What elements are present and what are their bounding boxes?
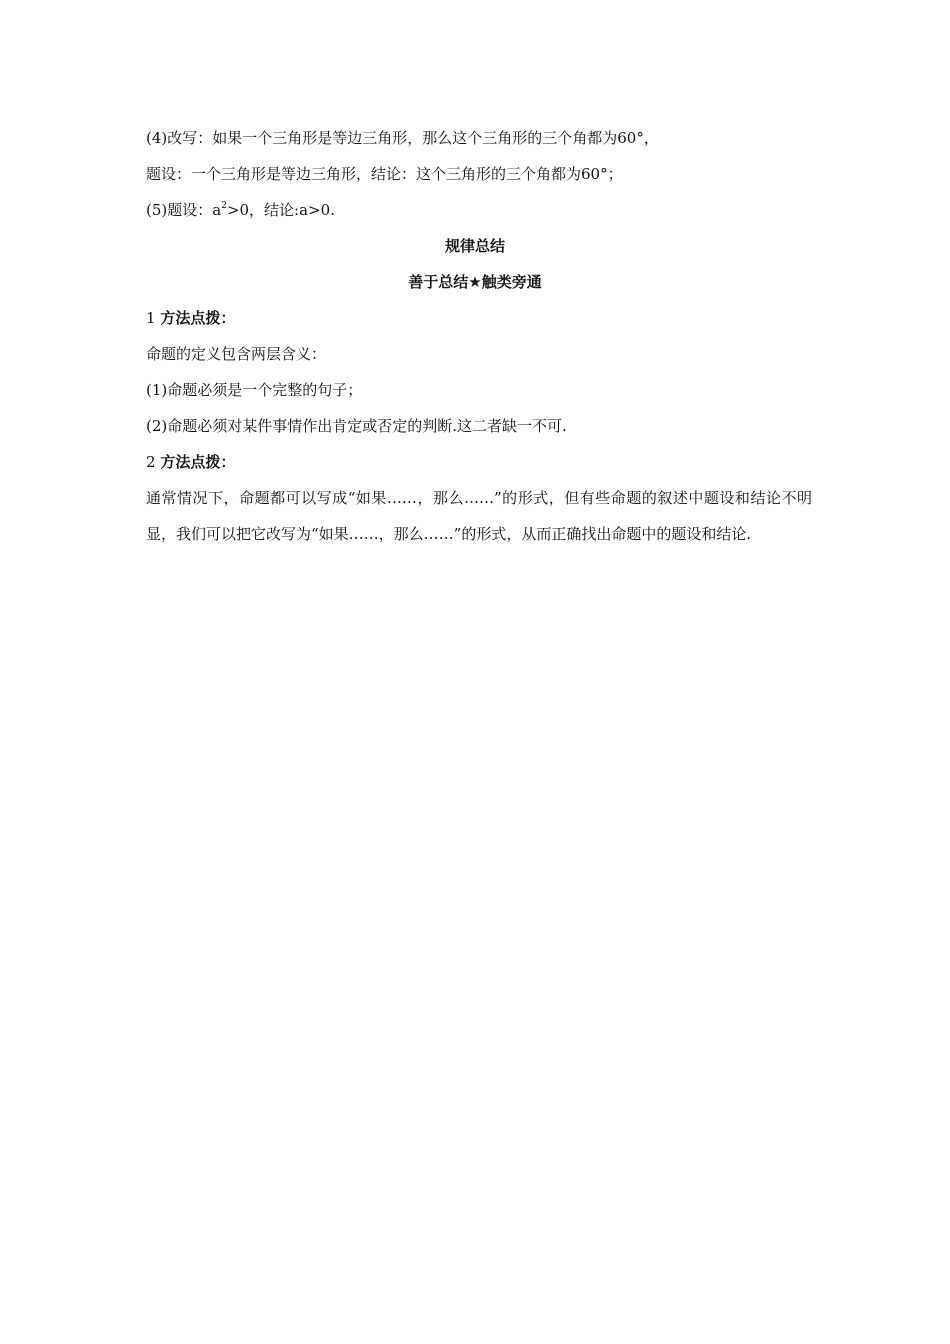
tip-2-number: 2 xyxy=(146,453,156,471)
answer-item-5-prefix: (5)题设：a xyxy=(146,201,222,219)
summary-subtitle: 善于总结★触类旁通 xyxy=(408,273,542,291)
answer-item-4-rewrite: (4)改写：如果一个三角形是等边三角形，那么这个三角形的三个角都为60°， xyxy=(146,129,659,147)
tip-1-line-2: (1)命题必须是一个完整的句子； xyxy=(146,381,363,399)
tip-1-line-1: 命题的定义包含两层含义： xyxy=(146,345,327,363)
tip-2-heading xyxy=(146,452,235,472)
tip-1-heading xyxy=(146,308,235,328)
tip-1-number: 1 xyxy=(146,309,156,327)
tip-2-paragraph: 通常情况下，命题都可以写成“如果……，那么……”的形式，但有些命题的叙述中题设和结论不明显，我们可以把它改写为“如果……，那么……”的形式，从而正确找出命题中的题设和结论. xyxy=(146,489,812,543)
tip-2-heading-text: 方法点拨： xyxy=(160,453,236,471)
answer-item-5-exponent: 2 xyxy=(221,201,227,211)
answer-item-4-condition-conclusion: 题设：一个三角形是等边三角形，结论：这个三角形的三个角都为60°； xyxy=(146,165,623,183)
tip-1-heading-text: 方法点拨： xyxy=(160,309,236,327)
answer-item-5 xyxy=(146,200,335,220)
summary-title: 规律总结 xyxy=(444,237,505,255)
tip-1-line-3: (2)命题必须对某件事情作出肯定或否定的判断.这二者缺一不可. xyxy=(146,417,567,435)
answer-item-5-suffix: >0，结论:a>0. xyxy=(226,201,335,219)
